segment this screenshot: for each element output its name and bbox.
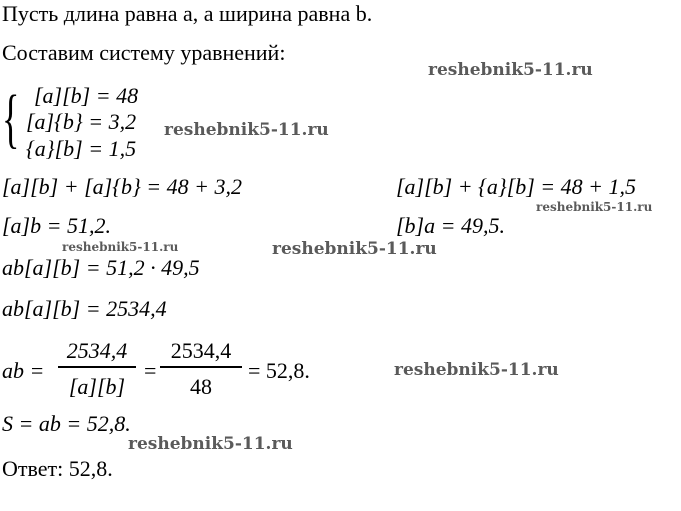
watermark: reshebnik5-11.ru [428, 60, 593, 80]
fraction-2-denominator: 48 [190, 374, 212, 399]
watermark: reshebnik5-11.ru [536, 200, 653, 214]
answer-line: Ответ: 52,8. [2, 456, 113, 481]
system-equation-3: {a}[b] = 1,5 [26, 136, 137, 161]
product-line: ab[a][b] = 2534,4 [2, 296, 167, 321]
sum-equation-left: [a][b] + [a]{b} = 48 + 3,2 [2, 174, 243, 199]
equals-sign: = [144, 358, 157, 383]
watermark: reshebnik5-11.ru [394, 360, 559, 380]
system-heading: Составим систему уравнений: [2, 40, 286, 65]
watermark: reshebnik5-11.ru [272, 239, 437, 259]
system-brace: { [2, 82, 20, 155]
system-equation-2: [a]{b} = 3,2 [26, 109, 137, 134]
watermark: reshebnik5-11.ru [62, 240, 179, 254]
ab-result: = 52,8. [248, 358, 310, 383]
multiplication-line: ab[a][b] = 51,2 · 49,5 [2, 255, 200, 280]
result-right: [b]a = 49,5. [396, 213, 505, 238]
fraction-1-denominator: [a][b] [68, 374, 126, 399]
system-equation-1: [a][b] = 48 [34, 83, 139, 108]
watermark: reshebnik5-11.ru [128, 434, 293, 454]
fraction-1-numerator: 2534,4 [66, 338, 128, 363]
watermark: reshebnik5-11.ru [164, 120, 329, 140]
area-line: S = ab = 52,8. [2, 411, 131, 436]
result-left: [a]b = 51,2. [2, 213, 111, 238]
sum-equation-right: [a][b] + {a}[b] = 48 + 1,5 [396, 174, 637, 199]
fraction-2 [160, 338, 242, 400]
fraction-2-numerator: 2534,4 [170, 338, 232, 363]
fraction-1 [58, 338, 136, 400]
intro-line: Пусть длина равна a, а ширина равна b. [2, 1, 373, 26]
ab-lhs: ab = [2, 358, 45, 383]
